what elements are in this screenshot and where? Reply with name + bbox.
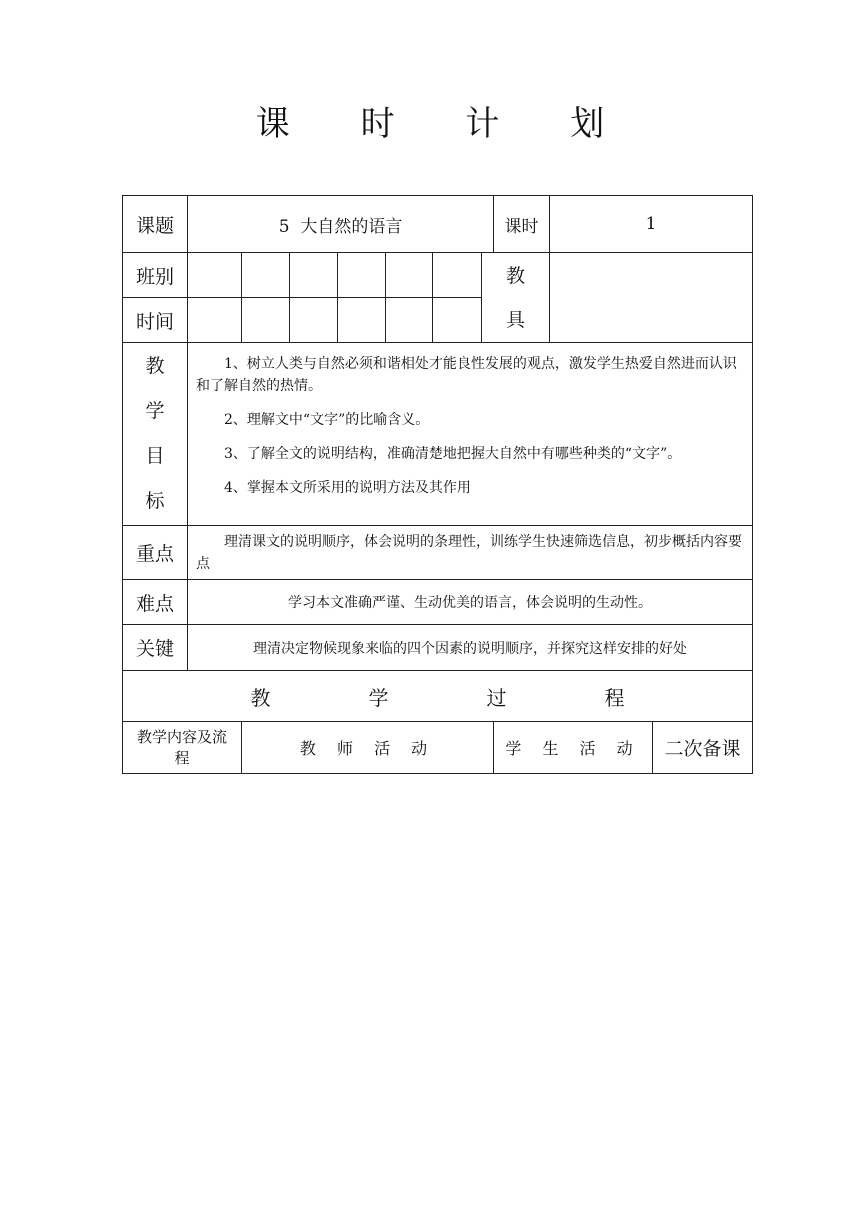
difficulty-label: 难点 xyxy=(123,580,188,625)
time-label: 时间 xyxy=(123,298,188,343)
class-cell xyxy=(188,253,242,298)
process-heading-char: 过 xyxy=(486,685,507,710)
class-cell xyxy=(433,253,482,298)
class-cell xyxy=(242,253,290,298)
goal-item: 3、了解全文的说明结构，准确清楚地把握大自然中有哪些种类的“文字”。 xyxy=(224,446,682,462)
goals-label-char: 目 xyxy=(145,445,165,467)
col-student-header: 学 生 活 动 xyxy=(494,722,653,774)
lesson-plan-table xyxy=(122,195,753,774)
process-heading-char: 学 xyxy=(368,685,389,710)
class-cell xyxy=(386,253,433,298)
tools-value xyxy=(550,253,753,343)
goal-item: 2、理解文中“文字”的比喻含义。 xyxy=(224,412,430,428)
crux-content: 理清决定物候现象来临的四个因素的说明顺序，并探究这样安排的好处 xyxy=(188,625,753,671)
difficulty-content: 学习本文准确严谨、生动优美的语言，体会说明的生动性。 xyxy=(188,580,753,625)
col-content-header: 教学内容及流程 xyxy=(123,722,242,774)
goals-label-char: 教 xyxy=(145,355,165,377)
class-label: 班别 xyxy=(123,253,188,298)
time-cell xyxy=(290,298,338,343)
goals-label xyxy=(123,343,188,526)
time-cell xyxy=(338,298,386,343)
crux-label: 关键 xyxy=(123,625,188,671)
key-points-label: 重点 xyxy=(123,526,188,580)
goal-item: 4、掌握本文所采用的说明方法及其作用 xyxy=(224,480,471,496)
class-cell xyxy=(338,253,386,298)
key-points-content: 理清课文的说明顺序，体会说明的条理性，训练学生快速筛选信息，初步概括内容要点 xyxy=(188,526,753,580)
col-second-header: 二次备课 xyxy=(653,722,753,774)
goals-label-char: 标 xyxy=(145,490,165,512)
goals-content xyxy=(188,343,753,526)
tools-label xyxy=(482,253,550,343)
process-heading xyxy=(123,671,753,722)
time-cell xyxy=(433,298,482,343)
goal-item: 1、树立人类与自然必须和谐相处才能良性发展的观点，激发学生热爱自然进而认识和了解自然的热情。 xyxy=(196,356,737,394)
class-cell xyxy=(290,253,338,298)
goals-label-char: 学 xyxy=(145,400,165,422)
hours-value: 1 xyxy=(550,196,753,253)
process-heading-char: 教 xyxy=(250,685,271,710)
hours-label: 课时 xyxy=(494,196,550,253)
time-cell xyxy=(386,298,433,343)
time-cell xyxy=(242,298,290,343)
topic-label: 课题 xyxy=(123,196,188,253)
col-teacher-header: 教 师 活 动 xyxy=(242,722,494,774)
process-heading-char: 程 xyxy=(604,685,625,710)
tools-label-1: 教 xyxy=(506,264,526,287)
tools-label-2: 具 xyxy=(506,308,526,331)
time-cell xyxy=(188,298,242,343)
topic-value: 5 大自然的语言 xyxy=(188,196,494,253)
page-title: 课 时 计 划 xyxy=(255,104,635,144)
